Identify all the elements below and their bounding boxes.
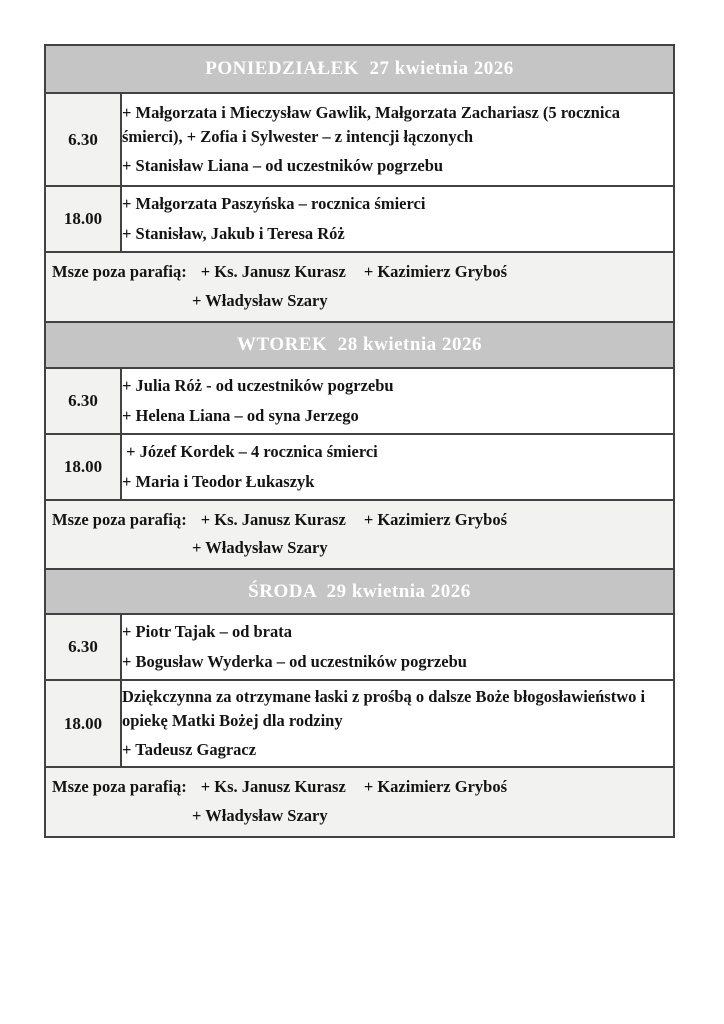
mass-time: 6.30: [45, 614, 121, 680]
mass-intention: + Małgorzata Paszyńska – rocznica śmierci: [122, 194, 426, 214]
outside-name: + Ks. Janusz Kurasz: [200, 509, 346, 529]
mass-intention: + Maria i Teodor Łukaszyk: [122, 471, 315, 491]
outside-label: Msze poza parafią:: [52, 777, 187, 796]
mass-intentions-cell: [121, 680, 674, 767]
outside-label: Msze poza parafią:: [52, 509, 187, 529]
day-header-row: [45, 569, 674, 614]
mass-intentions-cell: [121, 368, 674, 434]
day-header-wednesday: ŚRODA 29 kwietnia 2026: [45, 569, 674, 614]
mass-intention: + Małgorzata i Mieczysław Gawlik, Małgorzata Zachariasz (5 rocznica śmierci), + Zofia i Sylwester – z intencji łączonych: [122, 102, 625, 146]
masses-outside-parish-cell: [45, 252, 674, 322]
outside-name: + Władysław Szary: [192, 290, 328, 310]
mass-intentions-cell: [121, 93, 674, 186]
mass-intention: + Józef Kordek – 4 rocznica śmierci: [122, 441, 378, 461]
mass-intentions-cell: [121, 614, 674, 680]
mass-intentions-cell: [121, 186, 674, 252]
table-row: [45, 368, 674, 434]
mass-intention: + Tadeusz Gagracz: [122, 740, 257, 760]
outside-label: Msze poza parafią:: [52, 262, 187, 281]
outside-line: [52, 508, 665, 533]
masses-outside-parish-row: [45, 767, 674, 837]
mass-intention: Dziękczynna za otrzymane łaski z prośbą o dalsze Boże błogosławieństwo i opiekę Matki Bożej dla rodziny: [122, 686, 650, 730]
mass-intentions-cell: [121, 434, 674, 500]
mass-time: 18.00: [45, 186, 121, 252]
masses-outside-parish-row: [45, 252, 674, 322]
day-header-row: [45, 322, 674, 368]
mass-time: 18.00: [45, 434, 121, 500]
table-row: [45, 680, 674, 767]
mass-intention: + Piotr Tajak – od brata: [122, 622, 292, 642]
mass-intention: + Stanisław, Jakub i Teresa Róż: [122, 224, 345, 243]
mass-intention: + Stanisław Liana – od uczestników pogrzebu: [122, 156, 444, 176]
table-row: [45, 186, 674, 252]
mass-time: 6.30: [45, 368, 121, 434]
document-page: [44, 44, 675, 838]
mass-intention: + Helena Liana – od syna Jerzego: [122, 405, 359, 425]
outside-name: + Władysław Szary: [192, 538, 328, 558]
outside-name: + Kazimierz Gryboś: [363, 509, 508, 529]
day-header-row: [45, 45, 674, 93]
outside-line: [52, 775, 665, 800]
outside-name: + Ks. Janusz Kurasz: [200, 262, 346, 281]
day-header-monday: PONIEDZIAŁEK 27 kwietnia 2026: [45, 45, 674, 93]
outside-name: + Władysław Szary: [192, 805, 328, 825]
masses-outside-parish-cell: [45, 500, 674, 570]
masses-outside-parish-row: [45, 500, 674, 570]
table-row: [45, 434, 674, 500]
outside-name: + Kazimierz Gryboś: [363, 262, 508, 281]
mass-time: 18.00: [45, 680, 121, 767]
mass-time: 6.30: [45, 93, 121, 186]
mass-intention: + Bogusław Wyderka – od uczestników pogrzebu: [122, 652, 467, 671]
table-row: [45, 614, 674, 680]
outside-line: [52, 260, 665, 285]
day-header-tuesday: WTOREK 28 kwietnia 2026: [45, 322, 674, 368]
table-row: [45, 93, 674, 186]
mass-schedule-table: [44, 44, 675, 838]
masses-outside-parish-cell: [45, 767, 674, 837]
outside-name: + Kazimierz Gryboś: [363, 777, 508, 796]
outside-name: + Ks. Janusz Kurasz: [200, 777, 346, 796]
mass-intention: + Julia Róż - od uczestników pogrzebu: [122, 375, 394, 395]
